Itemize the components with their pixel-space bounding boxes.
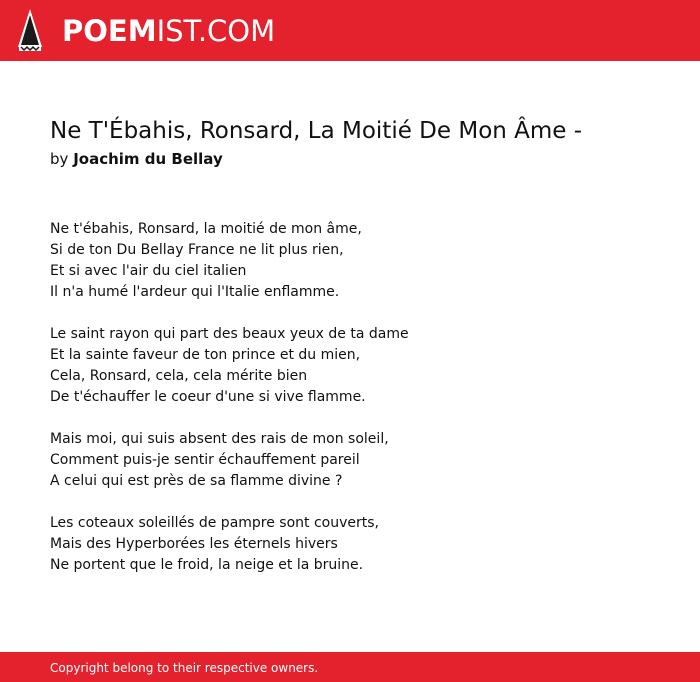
poem-line: Le saint rayon qui part des beaux yeux de ta dame	[50, 326, 409, 342]
poem-body	[50, 219, 409, 597]
site-logo[interactable]	[62, 13, 275, 49]
poem-line: Les coteaux soleillés de pampre sont couverts,	[50, 515, 379, 531]
poem-line: Ne portent que le froid, la neige et la bruine.	[50, 557, 364, 573]
poem-line: Ne t'ébahis, Ronsard, la moitié de mon âme,	[50, 221, 362, 237]
poem-line: De t'échauffer le coeur d'une si vive flamme.	[50, 389, 366, 405]
poem-line: Comment puis-je sentir échauffement pareil	[50, 452, 360, 468]
site-footer	[0, 652, 700, 682]
logo-light-text: IST.COM	[156, 14, 276, 48]
author-name: Joachim du Bellay	[73, 150, 223, 168]
poem-stanza	[50, 324, 409, 408]
site-header	[0, 0, 700, 61]
poem-line: Il n'a humé l'ardeur qui l'Italie enflamme.	[50, 284, 340, 300]
poem-line: Mais moi, qui suis absent des rais de mon soleil,	[50, 431, 389, 447]
pencil-icon[interactable]	[18, 9, 42, 51]
logo-bold-text: POEM	[62, 14, 157, 48]
poem-line: Cela, Ronsard, cela, cela mérite bien	[50, 368, 308, 384]
poem-stanza	[50, 219, 409, 303]
poem-title: Ne T'Ébahis, Ronsard, La Moitié De Mon Âme -	[50, 118, 583, 144]
copyright-text: Copyright belong to their respective owners.	[50, 661, 319, 675]
poem-line: Et la sainte faveur de ton prince et du mien,	[50, 347, 361, 363]
poem-line: Mais des Hyperborées les éternels hivers	[50, 536, 338, 552]
byline	[50, 148, 223, 170]
poem-line: Et si avec l'air du ciel italien	[50, 263, 247, 279]
poem-stanza	[50, 513, 409, 576]
poem-line: A celui qui est près de sa flamme divine ?	[50, 473, 343, 489]
by-prefix: by	[50, 150, 69, 168]
poem-stanza	[50, 429, 409, 492]
poem-line: Si de ton Du Bellay France ne lit plus rien,	[50, 242, 344, 258]
